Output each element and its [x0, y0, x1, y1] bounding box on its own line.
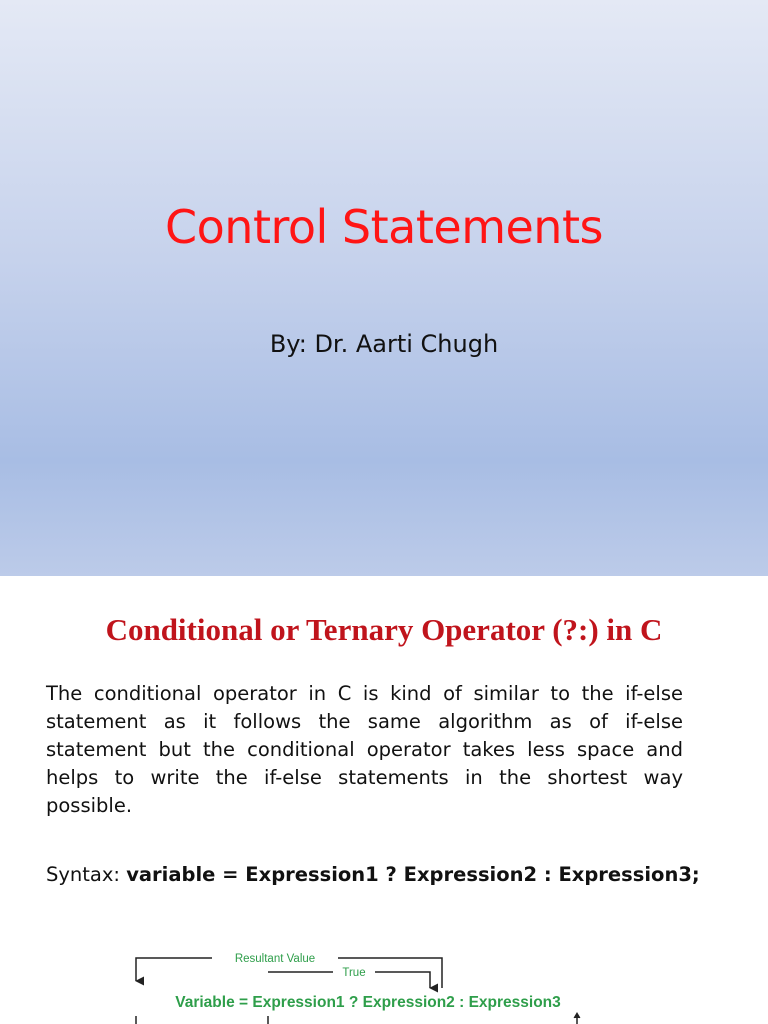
description-paragraph: The conditional operator in C is kind of similar to the if-else statement as it follows the same algorithm as of if-else statement but the conditional operator takes less space and helps to write the if-else statements in the shortest way possible. [46, 682, 683, 817]
syntax-code: variable = Expression1 ? Expression2 : Expression3; [126, 863, 700, 886]
slide-title: Control Statements [165, 200, 603, 254]
ternary-flow-diagram [0, 946, 768, 1024]
bottom-arrows [136, 1013, 580, 1024]
ternary-expression: Variable = Expression1 ? Expression2 : Expression3 [175, 994, 561, 1011]
syntax-label: Syntax: [46, 863, 120, 886]
slide-heading: Conditional or Ternary Operator (?:) in C [105, 612, 663, 647]
syntax-line [46, 863, 746, 886]
resultant-value-label: Resultant Value [234, 953, 316, 965]
ternary-operator-slide [0, 576, 768, 1024]
true-label: True [342, 967, 366, 979]
slide-author: By: Dr. Aarti Chugh [269, 330, 499, 358]
